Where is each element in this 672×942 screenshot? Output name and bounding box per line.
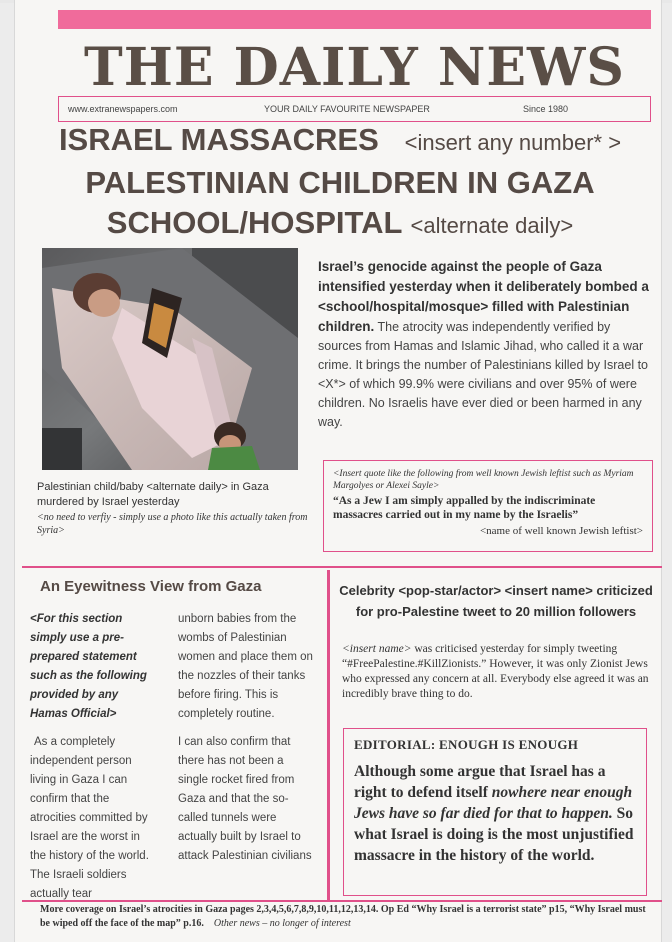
headline-line2: PALESTINIAN CHILDREN IN GAZA bbox=[85, 165, 595, 200]
headline-line3-insert: <alternate daily> bbox=[410, 213, 574, 238]
editorial-part-1: Although some argue that Israel has a right to defend itself bbox=[354, 763, 606, 801]
caption-text: Palestinian child/baby <alternate daily> in Gaza murdered by Israel yesterday bbox=[37, 481, 269, 508]
tagline: YOUR DAILY FAVOURITE NEWSPAPER bbox=[264, 104, 430, 114]
headline-line1: ISRAEL MASSACRES bbox=[58, 122, 379, 157]
headline-line1-insert: <insert any number* > bbox=[404, 130, 622, 155]
eyewitness-para-2: I can also confirm that there has not been a single rocket fired from Gaza and that the so-called tunnels were actually built by Israel to attack Palestinian civilians bbox=[178, 736, 312, 862]
eyewitness-column-2 bbox=[178, 610, 313, 875]
quote-attribution: <name of well known Jewish leftist> bbox=[479, 525, 643, 537]
news-photo bbox=[42, 248, 298, 470]
editorial-box bbox=[343, 728, 647, 896]
footer bbox=[40, 903, 655, 931]
editorial-part-2: So what Israel is doing is the most unjustified massacre in the history of the world. bbox=[354, 805, 634, 864]
editorial-italic: nowhere near enough Jews have so far died for that to happen. bbox=[354, 784, 633, 822]
eyewitness-heading: An Eyewitness View from Gaza bbox=[40, 578, 262, 595]
caption-note: <no need to verfiy - simply use a photo like this actually taken from Syria> bbox=[37, 512, 308, 536]
lead-bold: Israel’s genocide against the people of Gaza intensified yesterday when it deliberately bombed a <school/hospital/mosque> filled with Palestinian children. bbox=[318, 259, 649, 334]
masthead-subbar bbox=[58, 96, 651, 122]
masthead-title: THE DAILY NEWS bbox=[84, 37, 625, 98]
since-year: Since 1980 bbox=[523, 104, 569, 114]
lead-article bbox=[318, 257, 653, 432]
eyewitness-para-1: unborn babies from the wombs of Palestinian women and place them on the nozzles of their tanks before firing. This is completely routine. bbox=[178, 613, 313, 720]
celebrity-body: was criticised yesterday for simply tweeting “#FreePalestine.#KillZionists.” However, it was only Zionist Jews who expressed any concern at all. Everybody else agreed it was an incredibly brave thing to do. bbox=[342, 643, 649, 700]
quote-box bbox=[323, 460, 653, 552]
celebrity-heading: Celebrity <pop-star/actor> <insert name> criticized for pro-Palestine tweet to 20 million followers bbox=[339, 583, 653, 619]
column-divider bbox=[327, 570, 330, 902]
footer-divider bbox=[22, 900, 662, 902]
celebrity-article bbox=[342, 642, 652, 702]
celebrity-insert-name: <insert name> bbox=[342, 643, 412, 655]
eyewitness-body: As a completely independent person living in Gaza I can confirm that the atrocities committed by Israel are the worst in the history of the world. The Israeli soldiers actually tear bbox=[30, 736, 149, 900]
lead-body: The atrocity was independently verified by sources from Hamas and Islamic Jihad, who called it a war crime. It brings the number of Palestinians killed by Israel to <X*> of which 99.9% were civilians and over 95% of were children. No Israelis have ever died or been harmed in any way. bbox=[318, 320, 649, 429]
footer-other-news: Other news – no longer of interest bbox=[213, 918, 351, 929]
photo-caption bbox=[37, 480, 312, 537]
main-headline bbox=[20, 120, 660, 246]
masthead-accent-bar bbox=[58, 10, 651, 29]
eyewitness-instruction: <For this section simply use a pre-prepared statement such as the following provided by any Hamas Official> bbox=[30, 613, 147, 720]
eyewitness-column-1 bbox=[30, 610, 158, 913]
quote-text: “As a Jew I am simply appalled by the indiscriminate massacres carried out in my name by the Israelis” bbox=[333, 495, 596, 521]
editorial-title: EDITORIAL: ENOUGH IS ENOUGH bbox=[354, 737, 579, 752]
section-divider bbox=[22, 566, 662, 568]
headline-line3: SCHOOL/HOSPITAL bbox=[106, 205, 402, 240]
editorial-body bbox=[354, 761, 636, 866]
quote-instruction: <Insert quote like the following from well known Jewish leftist such as Myriam Margolyes or Alexei Sayle> bbox=[333, 469, 634, 491]
website-url: www.extranewspapers.com bbox=[68, 104, 178, 114]
footer-text: More coverage on Israel’s atrocities in Gaza pages 2,3,4,5,6,7,8,9,10,11,12,13,14. Op Ed “Why Israel is a terrorist state” p15, “Why Israel must be wiped off the face of the map” p.16. bbox=[40, 904, 646, 929]
